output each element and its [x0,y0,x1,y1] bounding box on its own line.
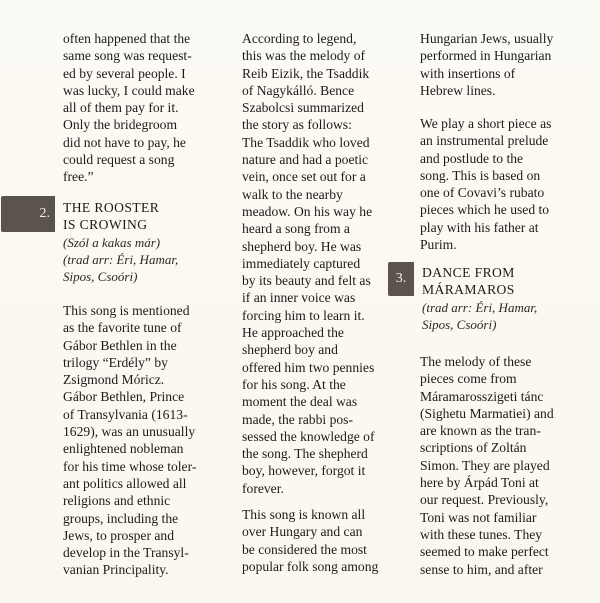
text-line: Szabolcsi summarized [242,100,364,116]
text-line: enlightened nobleman [63,441,184,457]
text-line: with insertions of [420,65,516,81]
section-subtitle-line: (trad arr: Éri, Hamar, [63,251,179,267]
text-line: moment the deal was [242,394,358,410]
text-line: Simon. They are played [420,457,550,473]
text-line: did not have to pay, he [63,134,186,150]
section-subtitle-line: (trad arr: Éri, Hamar, [422,299,538,315]
text-line: scriptions of Zoltán [420,440,527,456]
text-line: for his song. At the [242,376,346,392]
text-line: of Transylvania (1613- [63,406,188,422]
text-line: performed in Hungarian [420,48,552,64]
text-line: was lucky, I could make [63,82,195,98]
section-title-line: MÁRAMAROS [422,282,515,298]
text-line: our request. Previously, [420,492,549,508]
section-heading [422,264,592,333]
text-line: This song is known all [242,507,366,522]
text-line: religions and ethnic [63,493,171,509]
text-line: groups, including the [63,510,179,526]
section-title-line: IS CROWING [63,217,148,233]
text-line: all of them pay for it. [63,100,179,116]
text-line: if an inner voice was [242,290,356,306]
text-line: sessed the knowledge of [242,428,375,444]
text-line: sense to him, and after [420,561,543,577]
text-line: forcing him to learn it. [242,307,365,323]
text-line: one of Covavi’s rubato [420,185,545,201]
text-line: song. This is based on [420,167,541,183]
text-line: meadow. On his way he [242,203,373,219]
text-line: ant politics allowed all [63,475,187,491]
text-line: by its beauty and felt as [242,273,371,289]
col3-paragraph [420,115,551,253]
text-line: over Hungary and can [242,524,363,540]
text-line: play with his father at [420,219,539,235]
text-line: heard a song from a [242,221,350,237]
text-line: the song. The shepherd [242,446,368,462]
text-line: shepherd boy and [242,342,338,358]
text-line: shepherd boy. He was [242,238,362,254]
text-line: seemed to make perfect [420,544,549,560]
section-heading [63,199,223,285]
section-subtitle-line: Sipos, Csoóri) [63,269,138,285]
text-line: This song is mentioned [63,303,190,318]
col3-body [420,353,554,578]
text-line: ed by several people. I [63,65,186,81]
text-line: boy, however, forgot it [242,463,366,479]
section-number-badge: 2. [1,196,55,232]
text-line: often happened that the [63,31,191,46]
text-line: an instrumental prelude [420,133,549,149]
section-subtitle-line: Sipos, Csoóri) [422,316,497,332]
text-line: develop in the Transyl- [63,545,189,561]
text-line: forever. [242,480,284,496]
col2-closing [242,506,378,575]
text-line: this was the melody of [242,48,366,64]
text-line: pieces come from [420,371,517,387]
text-line: free.” [63,169,94,185]
text-line: with these tunes. They [420,526,543,542]
text-line: We play a short piece as [420,116,552,131]
text-line: trilogy “Erdély” by [63,354,168,370]
section-subtitle-line: (Szól a kakas már) [63,234,161,250]
text-line: made, the rabbi pos- [242,411,353,427]
text-line: The melody of these [420,354,532,369]
text-line: 1629), was an unusually [63,424,196,440]
text-line: Gábor Bethlen in the [63,337,177,353]
text-line: Hebrew lines. [420,82,496,98]
text-line: for his time whose toler- [63,458,197,474]
col1-intro [63,30,195,186]
text-line: Reib Eizik, the Tsaddik [242,65,370,81]
text-line: are known as the tran- [420,423,541,439]
text-line: Máramarosszigeti tánc [420,388,544,404]
text-line: He approached the [242,325,344,341]
text-line: of Nagykálló. Bence [242,82,355,98]
text-line: Hungarian Jews, usually [420,31,554,46]
text-line: Zsigmond Móricz. [63,372,165,388]
text-line: nature and had a poetic [242,152,369,168]
col3-intro [420,30,553,99]
text-line: The Tsaddik who loved [242,134,370,150]
text-line: be considered the most [242,541,367,557]
text-line: as the favorite tune of [63,320,182,336]
text-line: immediately captured [242,255,361,271]
text-line: offered him two pennies [242,359,375,375]
text-line: Gábor Bethlen, Prince [63,389,185,405]
text-line: vein, once set out for a [242,169,366,185]
col1-body [63,302,196,579]
text-line: pieces which he used to [420,202,550,218]
text-line: could request a song [63,152,175,168]
text-line: the story as follows: [242,117,352,133]
text-line: Jews, to prosper and [63,527,174,543]
section-title-line: DANCE FROM [422,265,515,280]
text-line: Purim. [420,237,457,253]
text-line: same song was request- [63,48,192,64]
section-number-badge: 3. [388,262,414,296]
col2-body [242,30,375,497]
text-line: (Sighetu Marmatiei) and [420,405,554,421]
text-line: popular folk song among [242,558,379,574]
text-line: Toni was not familiar [420,509,537,525]
text-line: walk to the nearby [242,186,343,202]
section-title-line: THE ROOSTER [63,200,160,215]
text-line: vanian Principality. [63,562,169,578]
text-line: and postlude to the [420,150,524,166]
text-line: According to legend, [242,31,357,46]
text-line: Only the bridegroom [63,117,178,133]
text-line: here by Árpád Toni at [420,475,539,491]
